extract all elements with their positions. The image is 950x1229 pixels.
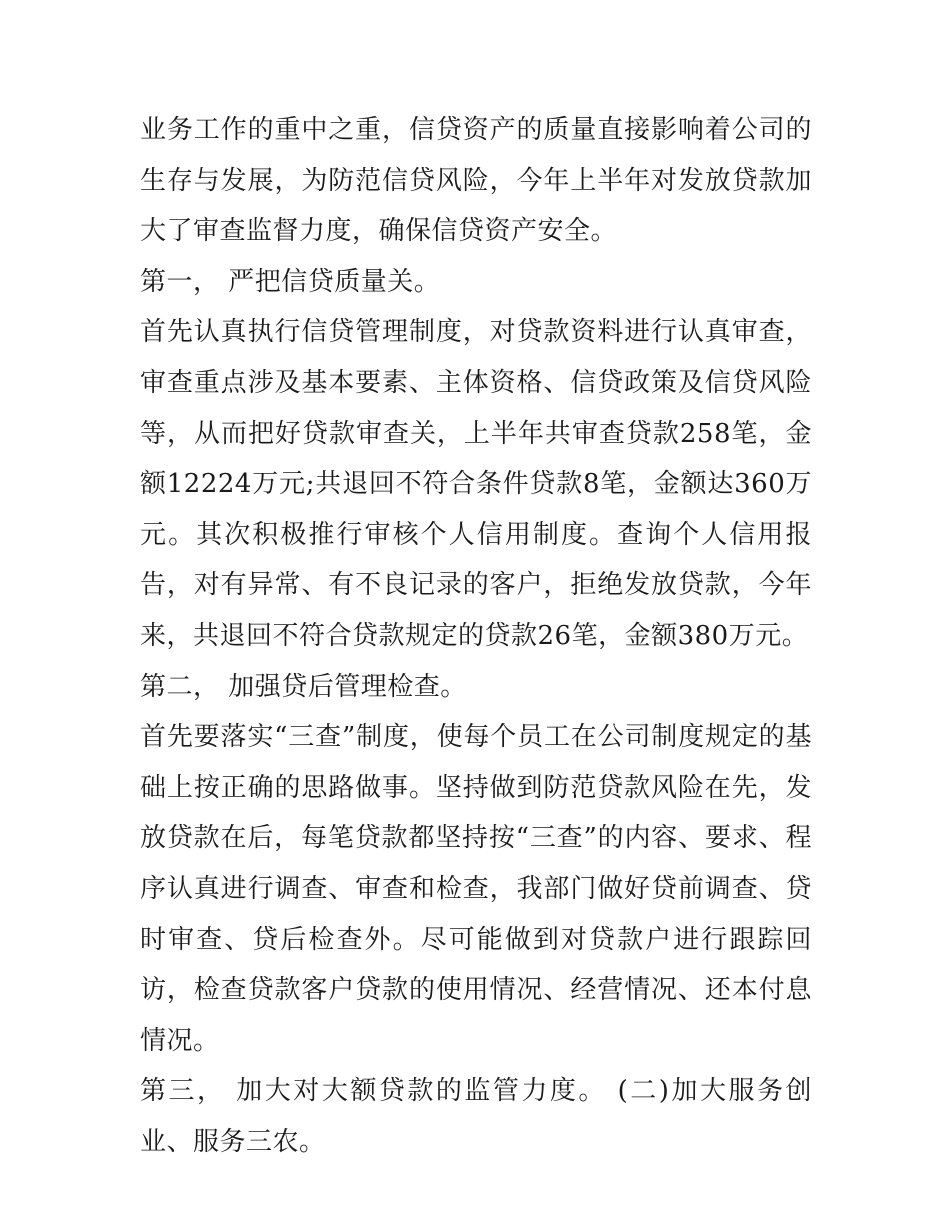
heading-second: 第二， 加强贷后管理检查。 [140, 671, 467, 702]
paragraph-credit-quality: 首先认真执行信贷管理制度，对贷款资料进行认真审查，审查重点涉及基本要素、主体资格、信贷政策及信贷风险等，从而把好贷款审查关，上半年共审查贷款258笔，金额12224万元;共退回不符合条件贷款8笔，金额达360万元。其次积极推行审核个人信用制度。查询个人信用报告，对有异常、有不良记录的客户，拒绝发放贷款，今年来，共退回不符合贷款规定的贷款26笔，金额380万元。 [140, 317, 812, 651]
body-text [140, 105, 812, 1167]
heading-first: 第一， 严把信贷质量关。 [140, 266, 441, 297]
paragraph-post-loan: 首先要落实“三查”制度，使每个员工在公司制度规定的基础上按正确的思路做事。坚持做到防范贷款风险在先，发放贷款在后，每笔贷款都坚持按“三查”的内容、要求、程序认真进行调查、审查和检查，我部门做好贷前调查、贷时审查、贷后检查外。尽可能做到对贷款户进行跟踪回访，检查贷款客户贷款的使用情况、经营情况、还本付息情况。 [140, 722, 812, 1056]
heading-third: 第三， 加大对大额贷款的监管力度。 (二)加大服务创业、服务三农。 [140, 1076, 812, 1157]
paragraph-intro: 业务工作的重中之重，信贷资产的质量直接影响着公司的生存与发展，为防范信贷风险，今年上半年对发放贷款加大了审查监督力度，确保信贷资产安全。 [140, 115, 812, 247]
